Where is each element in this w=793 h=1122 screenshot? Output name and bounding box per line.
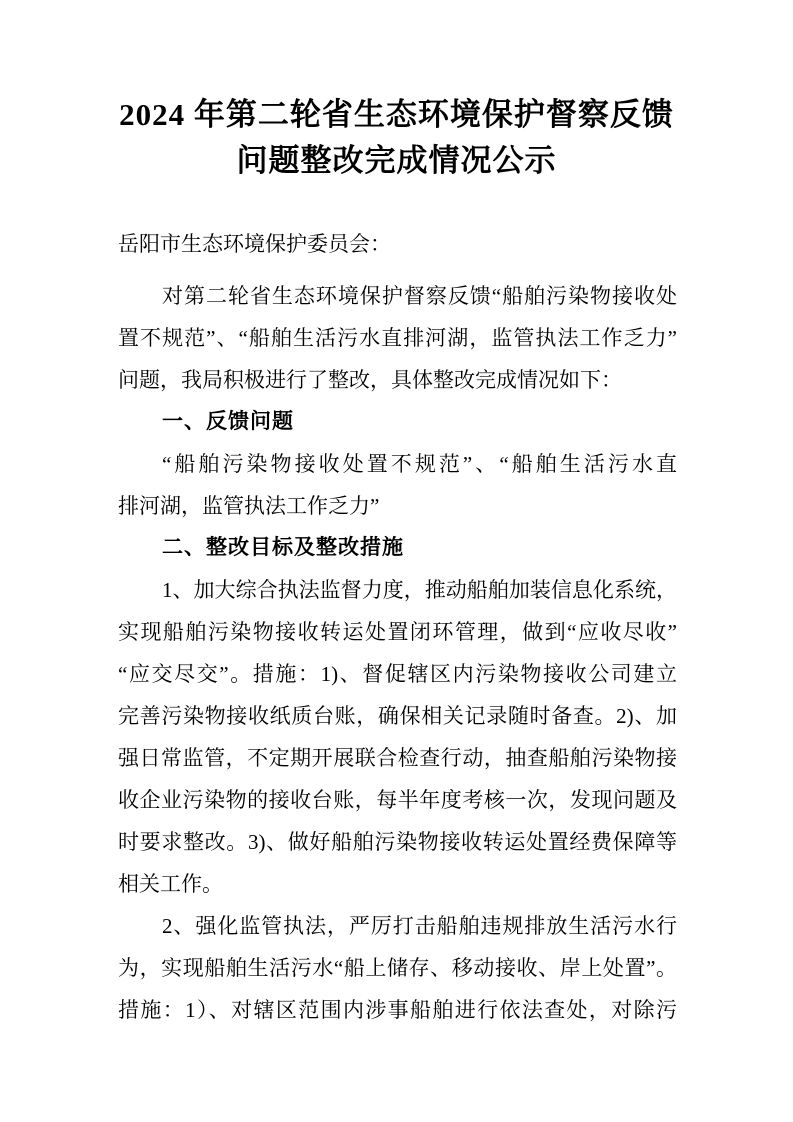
text-line: 1、加大综合执法监督力度，推动船舶加装信息化系统， (162, 578, 677, 602)
paragraph-block (118, 275, 677, 401)
text-line: 置不规范”、“船舶生活污水直排河湖，监管执法工作乏力” (118, 326, 677, 350)
text-line: 收企业污染物的接收台账，每半年度考核一次，发现问题及 (118, 788, 677, 812)
heading-block (118, 401, 677, 443)
text-line: 岳阳市生态环境保护委员会： (118, 232, 391, 256)
text-line: 问题，我局积极进行了整改，具体整改完成情况如下： (118, 368, 622, 392)
text-line: 完善污染物接收纸质台账，确保相关记录随时备查。2)、加 (118, 704, 677, 728)
paragraph-block (118, 905, 677, 1031)
section-heading: 一、反馈问题 (162, 410, 294, 433)
text-line: 排河湖，监管执法工作乏力” (118, 494, 380, 518)
text-line: 强日常监管，不定期开展联合检查行动，抽查船舶污染物接 (118, 746, 677, 770)
paragraph-block (118, 569, 677, 905)
text-line: “应交尽交”。措施：1)、督促辖区内污染物接收公司建立 (118, 662, 677, 686)
text-line: 相关工作。 (118, 872, 223, 896)
text-line: “船舶污染物接收处置不规范”、“船舶生活污水直 (162, 452, 677, 476)
title-line-1: 2024 年第二轮省生态环境保护督察反馈 (119, 97, 674, 132)
section-heading: 二、整改目标及整改措施 (162, 536, 404, 559)
salutation-block (118, 223, 677, 265)
paragraph-block (118, 443, 677, 527)
text-line: 对第二轮省生态环境保护督察反馈“船舶污染物接收处 (162, 284, 677, 308)
text-line: 2、强化监管执法，严厉打击船舶违规排放生活污水行 (162, 914, 677, 938)
text-line: 实现船舶污染物接收转运处置闭环管理，做到“应收尽收” (118, 620, 677, 644)
document-title (0, 0, 793, 184)
text-line: 措施：1）、对辖区范围内涉事船舶进行依法查处，对除污 (118, 998, 677, 1022)
text-line: 为，实现船舶生活污水“船上储存、移动接收、岸上处置”。 (118, 956, 677, 980)
heading-block (118, 527, 677, 569)
title-line-2: 问题整改完成情况公示 (236, 143, 557, 178)
document-body (118, 223, 677, 1031)
text-line: 时要求整改。3)、做好船舶污染物接收转运处置经费保障等 (118, 830, 677, 854)
